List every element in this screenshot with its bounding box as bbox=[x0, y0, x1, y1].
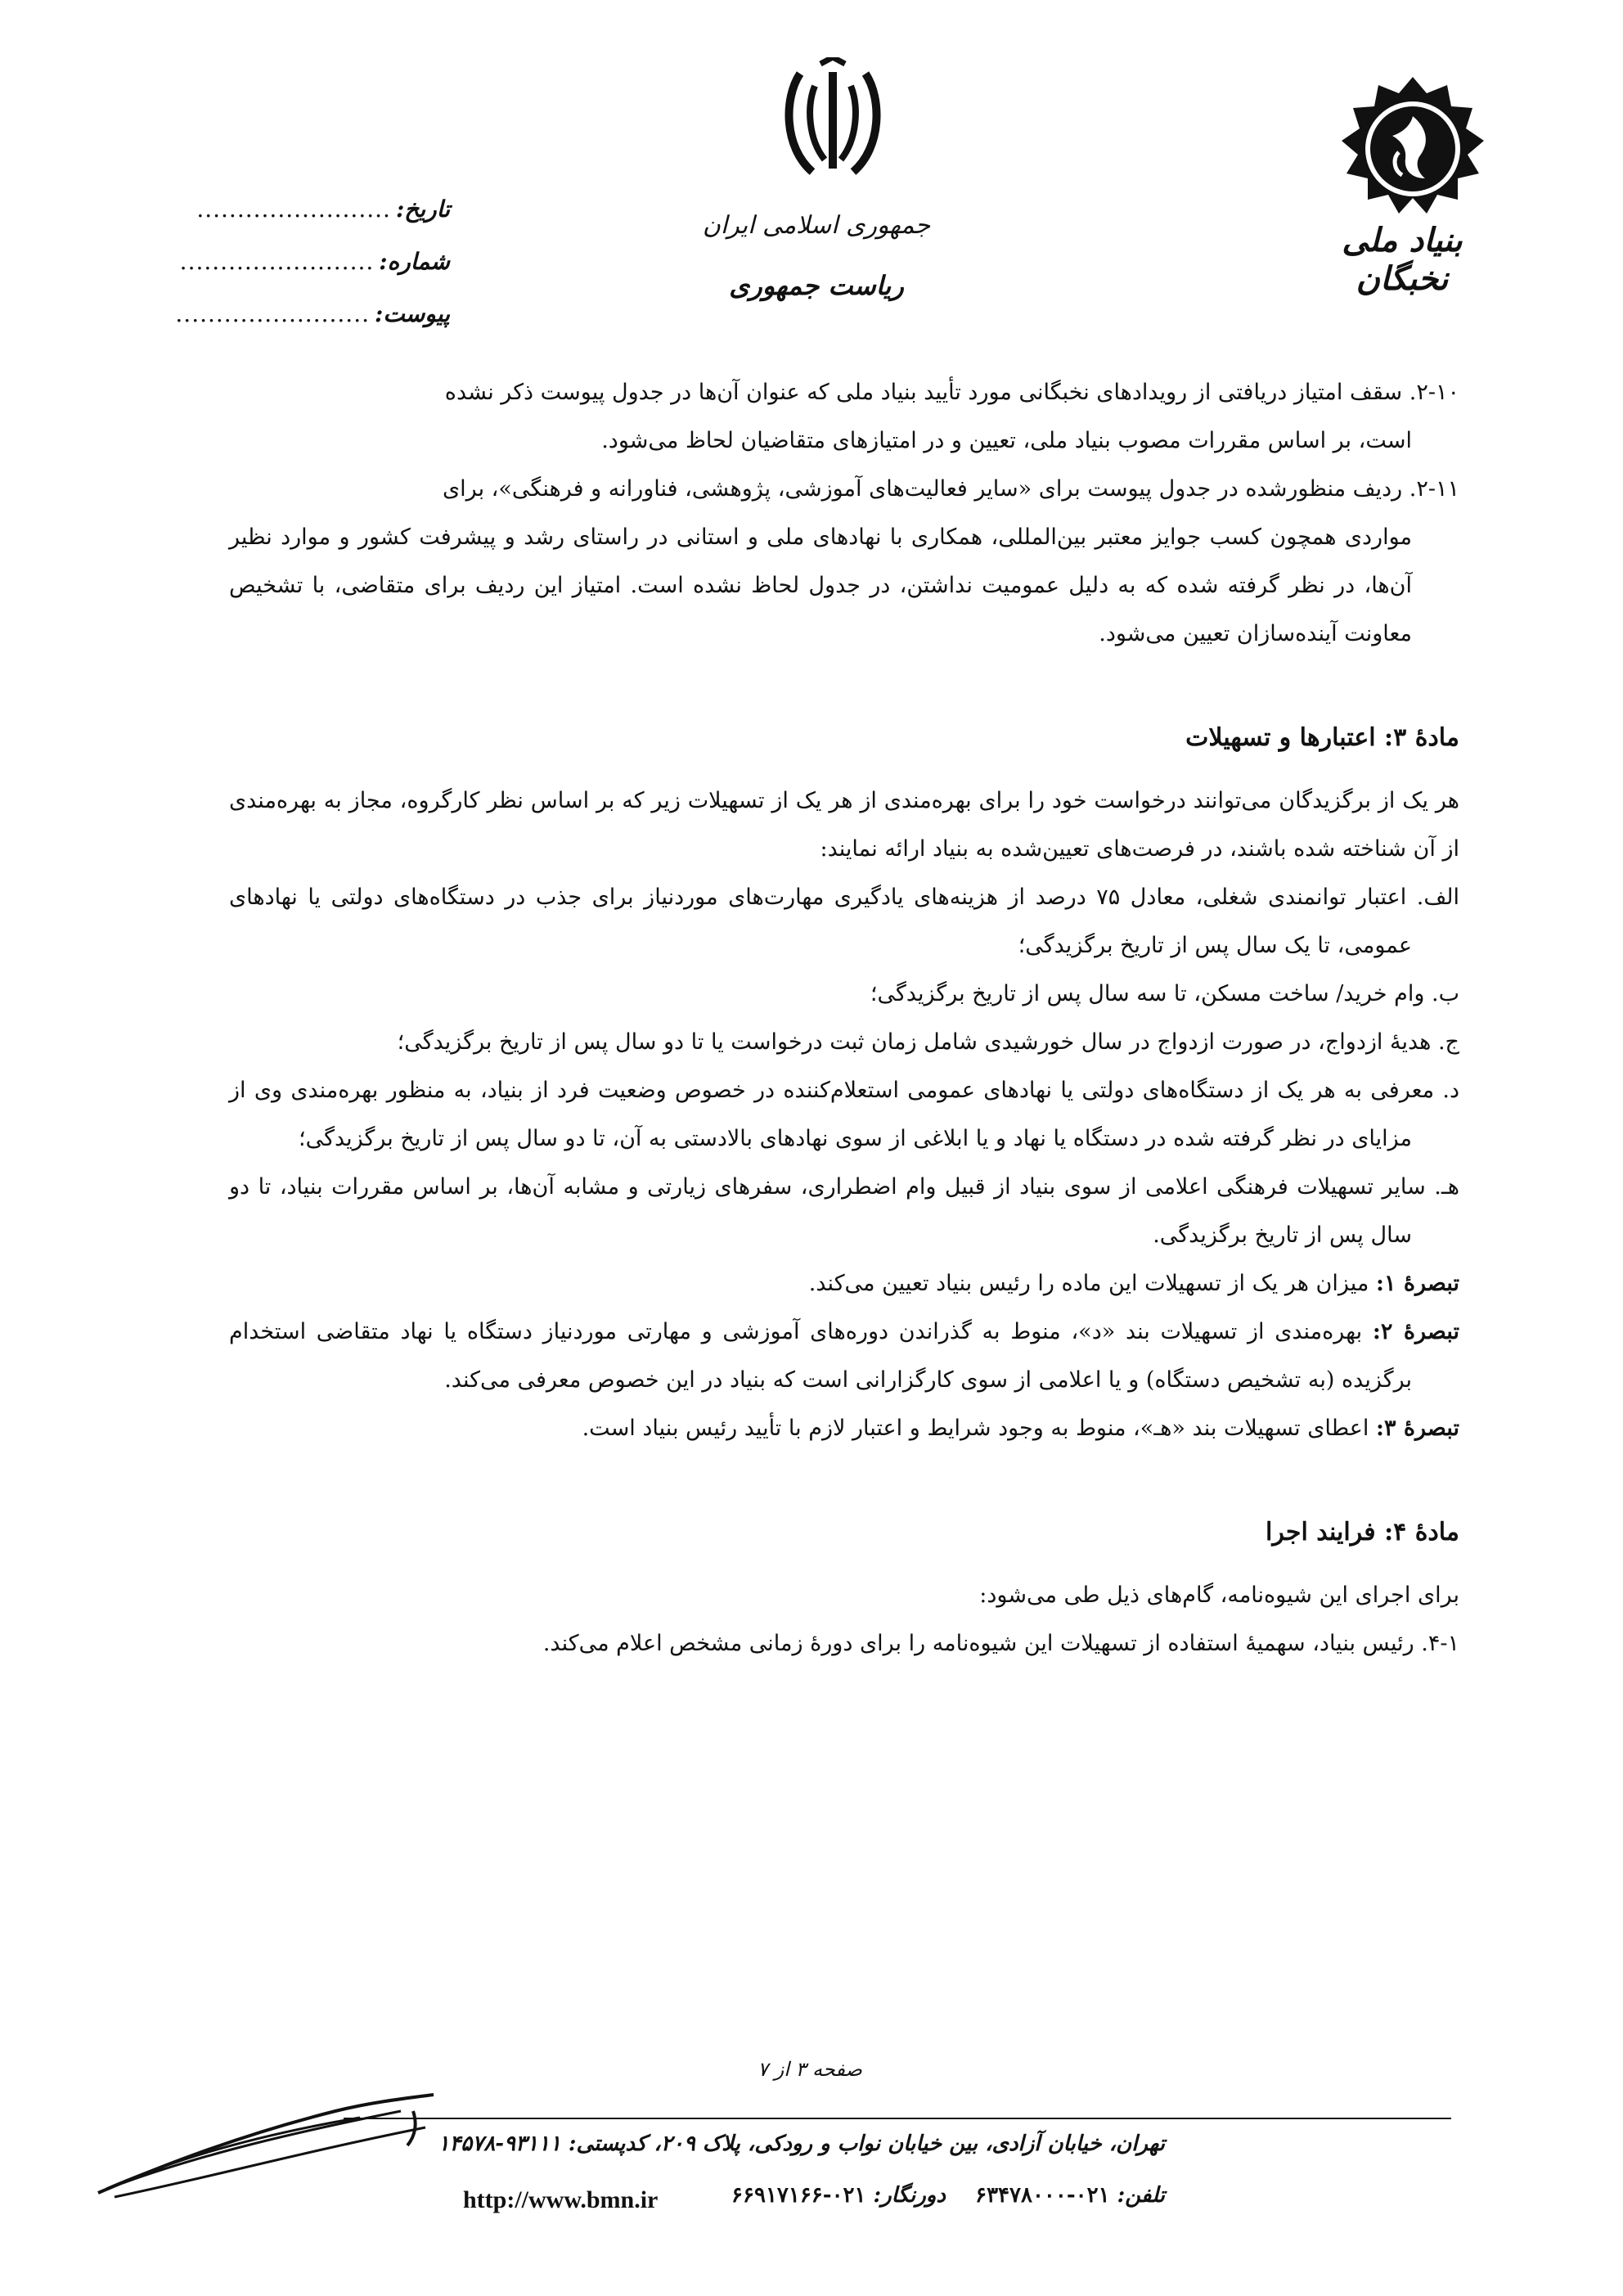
item-alef: الف. اعتبار توانمندی شغلی، معادل ۷۵ درصد از هزینه‌های یادگیری مهارت‌های موردنیاز برای جذب در دستگاه‌های دولتی یا نهادهای عمومی، تا یک سال پس از تاریخ برگزیدگی؛ bbox=[229, 885, 1460, 958]
note-1-text: میزان هر یک از تسهیلات این ماده را رئیس بنیاد تعیین می‌کند. bbox=[808, 1271, 1369, 1296]
note-1 bbox=[229, 1259, 1459, 1308]
phone-number: ۰۲۱-۶۳۴۷۸۰۰۰ bbox=[975, 2183, 1110, 2208]
clause-2-10-line2: است، بر اساس مقررات مصوب بنیاد ملی، تعیین و در امتیازهای متقاضیان لحاظ می‌شود. bbox=[601, 428, 1412, 453]
item-be: ب. وام خرید/ ساخت مسکن، تا سه سال پس از تاریخ برگزیدگی؛ bbox=[870, 981, 1459, 1006]
footer-address: تهران، خیابان آزادی، بین خیابان نواب و رودکی، پلاک ۲۰۹، کدپستی: ۹۳۱۱۱-۱۴۵۷۸ bbox=[438, 2132, 1165, 2156]
letter-meta bbox=[175, 170, 450, 327]
foundation-logo-icon bbox=[1335, 74, 1490, 229]
presidency-title: ریاست جمهوری bbox=[729, 270, 904, 301]
note-2-text: بهره‌مندی از تسهیلات بند «د»، منوط به گذراندن دوره‌های آموزشی و مهارتی موردنیاز دستگاه یا نهاد متقاضی استخدام برگزیده (به تشخیص دستگاه) و یا اعلامی از سوی کارگزارانی است که بنیاد در این خصوص معرفی می‌کند. bbox=[229, 1319, 1412, 1393]
note-2-label: تبصرهٔ ۲: bbox=[1372, 1319, 1459, 1344]
signature-icon bbox=[90, 2078, 442, 2201]
clause-4-1: ۴-۱. رئیس بنیاد، سهمیهٔ استفاده از تسهیلات این شیوه‌نامه را برای دورهٔ زمانی مشخص اعلام می‌کند. bbox=[542, 1631, 1459, 1656]
fax-number: ۰۲۱-۶۶۹۱۷۱۶۶ bbox=[731, 2183, 866, 2208]
fax-label: دورنگار: bbox=[873, 2183, 946, 2208]
letter-body bbox=[229, 368, 1459, 1668]
note-3 bbox=[229, 1404, 1459, 1452]
note-2 bbox=[229, 1308, 1459, 1404]
note-3-label: تبصرهٔ ۳: bbox=[1375, 1416, 1459, 1441]
clause-2-11-line1: ۲-۱۱. ردیف منظورشده در جدول پیوست برای «سایر فعالیت‌های آموزشی، پژوهشی، فناورانه و فرهنگی»، برای bbox=[443, 476, 1459, 502]
organization-name: بنیاد ملی نخبگان bbox=[1342, 221, 1463, 298]
item-he: هـ. سایر تسهیلات فرهنگی اعلامی از سوی بنیاد از قبیل وام اضطراری، سفرهای زیارتی و مشابه آن‌ها، بر اساس مقررات بنیاد، تا دو سال پس از تاریخ برگزیدگی. bbox=[229, 1174, 1459, 1248]
date-field: تاریخ: ........................ bbox=[196, 196, 450, 223]
government-title: جمهوری اسلامی ایران bbox=[702, 211, 931, 240]
website-link[interactable]: http://www.bmn.ir bbox=[463, 2186, 659, 2213]
note-1-label: تبصرهٔ ۱: bbox=[1375, 1271, 1459, 1296]
page-number: صفحه ۳ از ۷ bbox=[758, 2058, 862, 2081]
item-dal: د. معرفی به هر یک از دستگاه‌های دولتی یا نهادهای عمومی استعلام‌کننده در خصوص وضعیت فرد از بنیاد، به منظور بهره‌مندی وی از مزایای در نظر گرفته شده در دستگاه یا نهاد و یا ابلاغی از سوی نهادهای بالادستی به آن، تا دو سال پس از تاریخ برگزیدگی؛ bbox=[229, 1078, 1459, 1151]
clause-2-11-rest: مواردی همچون کسب جوایز معتبر بین‌المللی، همکاری با نهادهای ملی و استانی در راستای رشد و پیشرفت کشور و موارد نظیر آن‌ها، در نظر گرفته شده که به دلیل عمومیت نداشتن، در جدول لحاظ نشده است. امتیاز این ردیف برای متقاضی، با تشخیص معاونت آینده‌سازان تعیین می‌شود. bbox=[229, 524, 1412, 646]
attachment-field: پیوست: ........................ bbox=[175, 300, 450, 327]
footer-divider bbox=[344, 2118, 1451, 2119]
article-4-heading: مادهٔ ۴: فرایند اجرا bbox=[1266, 1518, 1459, 1546]
iran-emblem-icon bbox=[776, 57, 890, 188]
article-4-intro: برای اجرای این شیوه‌نامه، گام‌های ذیل طی می‌شود: bbox=[979, 1582, 1459, 1608]
clause-2-10-line1: ۲-۱۰. سقف امتیاز دریافتی از رویدادهای نخبگانی مورد تأیید بنیاد ملی که عنوان آن‌ها در جدول پیوست ذکر نشده bbox=[444, 380, 1459, 405]
article-3-intro: هر یک از برگزیدگان می‌توانند درخواست خود را برای بهره‌مندی از هر یک از تسهیلات زیر که بر اساس نظر کارگروه، مجاز به بهره‌مندی از آن شناخته شده باشند، در فرصت‌های تعیین‌شده به بنیاد ارائه نمایند: bbox=[229, 788, 1459, 862]
note-3-text: اعطای تسهیلات بند «هـ»، منوط به وجود شرایط و اعتبار لازم با تأیید رئیس بنیاد است. bbox=[582, 1416, 1369, 1441]
item-jim: ج. هدیهٔ ازدواج، در صورت ازدواج در سال خورشیدی شامل زمان ثبت درخواست یا تا دو سال پس از تاریخ برگزیدگی؛ bbox=[397, 1029, 1459, 1055]
number-field: شماره: ........................ bbox=[179, 248, 450, 275]
article-3-heading: مادهٔ ۳: اعتبارها و تسهیلات bbox=[1185, 723, 1459, 752]
phone-label: تلفن: bbox=[1117, 2183, 1165, 2208]
